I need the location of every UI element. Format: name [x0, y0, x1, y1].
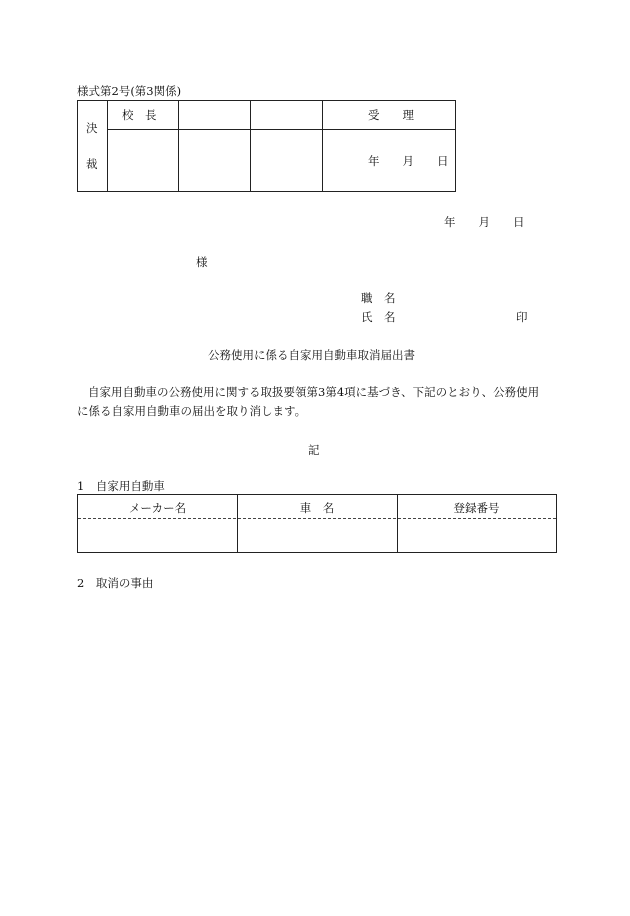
approval-divider	[322, 101, 323, 191]
approver-seal-box[interactable]	[179, 130, 250, 192]
note-heading: 記	[308, 443, 320, 457]
cancellation-reason-area[interactable]	[77, 596, 557, 796]
approver-seal-box[interactable]	[251, 130, 322, 192]
form-number: 様式第2号(第3関係)	[77, 84, 182, 98]
position-label: 職 名	[361, 291, 396, 305]
approval-side-label-bottom: 裁	[86, 157, 98, 171]
vehicle-table	[77, 494, 557, 553]
submission-date: 年 月 日	[444, 215, 525, 229]
principal-seal-box[interactable]	[108, 130, 178, 192]
column-header-maker: メーカー名	[128, 501, 187, 515]
seal-label: 印	[516, 310, 528, 324]
car-name-cell[interactable]	[238, 519, 397, 552]
name-label: 氏 名	[361, 310, 396, 324]
column-header-registration-number: 登録番号	[453, 501, 500, 515]
receipt-date: 年 月 日	[368, 154, 449, 168]
maker-cell[interactable]	[78, 519, 237, 552]
addressee-suffix: 様	[196, 255, 208, 269]
registration-number-cell[interactable]	[398, 519, 556, 552]
approval-side-label-top: 決	[86, 121, 98, 135]
principal-label: 校 長	[122, 108, 157, 122]
document-title: 公務使用に係る自家用自動車取消届出書	[208, 348, 415, 362]
section-1-heading: 1 自家用自動車	[77, 479, 165, 493]
approval-table	[77, 100, 456, 192]
receipt-label: 受 理	[368, 108, 414, 122]
section-2-heading: 2 取消の事由	[77, 576, 154, 590]
body-text-line-1: 自家用自動車の公務使用に関する取扱要領第3第4項に基づき、下記のとおり、公務使用	[88, 385, 540, 399]
column-header-car-name: 車 名	[299, 501, 335, 515]
body-text-line-2: に係る自家用自動車の届出を取り消します。	[77, 404, 307, 418]
